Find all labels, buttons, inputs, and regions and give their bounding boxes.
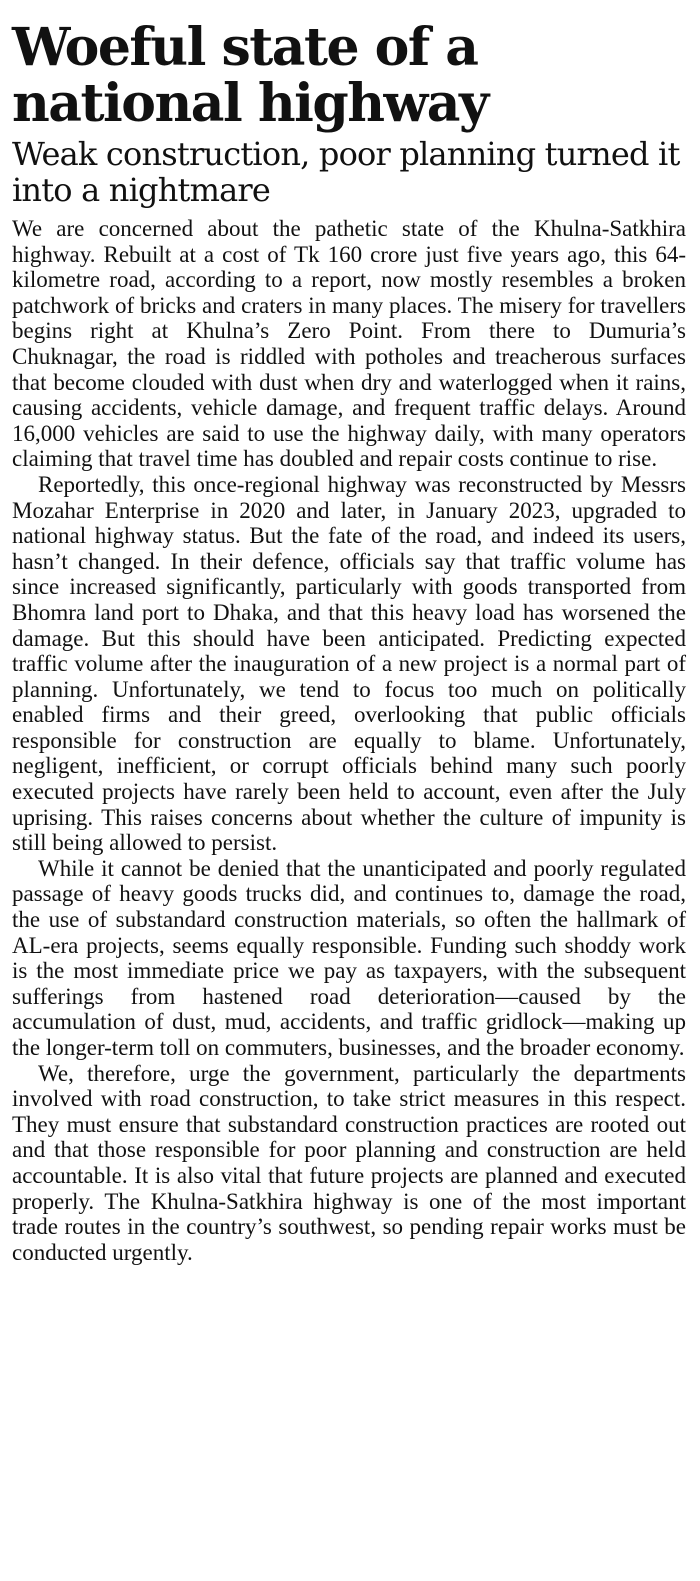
headline: Woeful state of a national highway xyxy=(12,17,488,134)
body-paragraph: Reportedly, this once-regional highway was reconstructed by Messrs Mozahar Enterprise in 2020 and later, in January 2023, upgraded to national highway status. But the fate of the road, and indeed its users, hasn’t changed. In their defence, officials say that traffic volume has since increased significantly, particularly with goods transported from Bhomra land port to Dhaka, and that this heavy load has worsened the damage. But this should have been anticipated. Predicting expected traffic volume after the inauguration of a new project is a normal part of planning. Unfortunately, we tend to focus too much on politically enabled firms and their greed, overlooking that public officials responsible for construction are equally to blame. Unfortunately, negligent, inefficient, or corrupt officials behind many such poorly executed projects have rarely been held to account, even after the July uprising. This raises concerns about whether the culture of impunity is still being allowed to persist. xyxy=(12,471,686,856)
body-paragraph: We, therefore, urge the government, particularly the departments involved with road construction, to take strict measures in this respect. They must ensure that substandard construction practices are rooted out and that those responsible for poor planning and construction are held accountable. It is also vital that future projects are planned and executed properly. The Khulna-Satkhira highway is one of the most important trade routes in the country’s southwest, so pending repair works must be conducted urgently. xyxy=(12,1060,686,1265)
subheadline: Weak construction, poor planning turned it into a nightmare xyxy=(12,135,680,209)
body-paragraph: While it cannot be denied that the unanticipated and poorly regulated passage of heavy goods trucks did, and continues to, damage the road, the use of substandard construction materials, so often the hallmark of AL-era projects, seems equally responsible. Funding such shoddy work is the most immediate price we pay as taxpayers, with the subsequent sufferings from hastened road deterioration—caused by the accumulation of dust, mud, accidents, and traffic gridlock—making up the longer-term toll on commuters, businesses, and the broader economy. xyxy=(12,855,686,1060)
body-paragraph: We are concerned about the pathetic state of the Khulna-Satkhira highway. Rebuilt at a cost of Tk 160 crore just five years ago, this 64-kilometre road, according to a report, now mostly resembles a broken patchwork of bricks and craters in many places. The misery for travellers begins right at Khulna’s Zero Point. From there to Dumuria’s Chuknagar, the road is riddled with potholes and treacherous surfaces that become clouded with dust when dry and waterlogged when it rains, causing accidents, vehicle damage, and frequent traffic delays. Around 16,000 vehicles are said to use the highway daily, with many operators claiming that travel time has doubled and repair costs continue to rise. xyxy=(12,216,686,472)
article-body xyxy=(12,216,686,1265)
